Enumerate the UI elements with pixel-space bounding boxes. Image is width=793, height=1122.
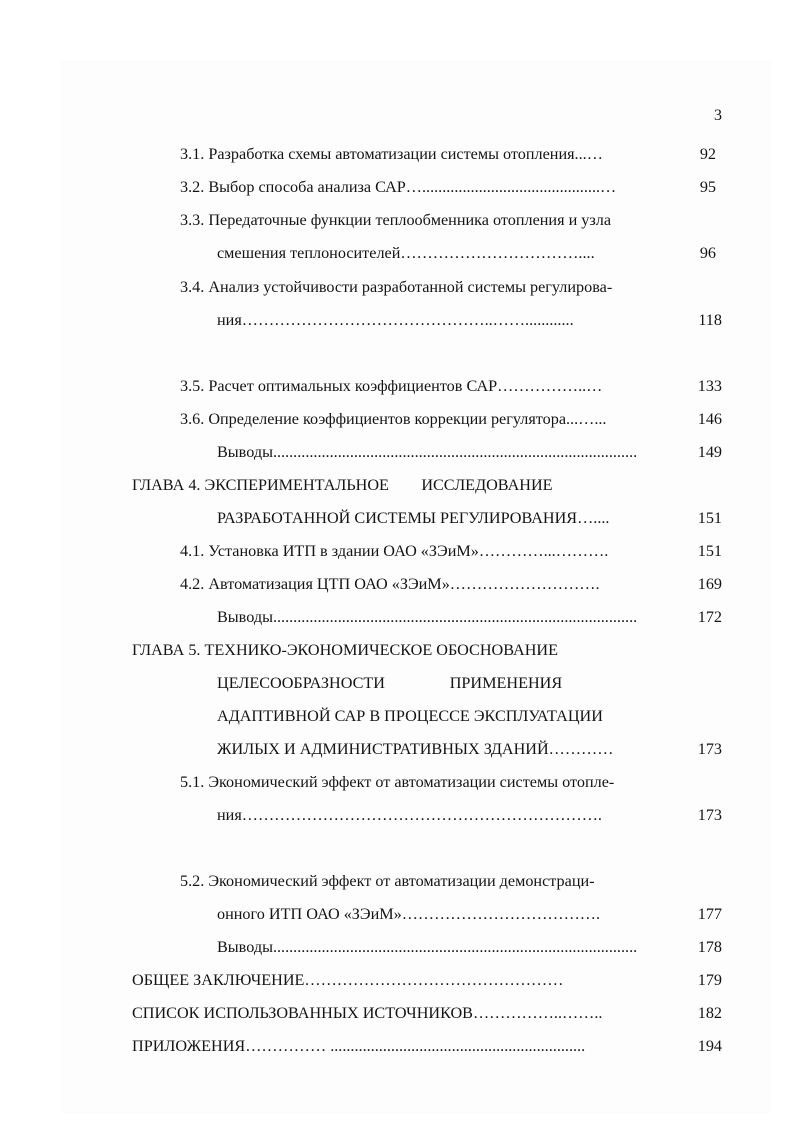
- toc-chapter-heading: ГЛАВА 4. ЭКСПЕРИМЕНТАЛЬНОЕ ИССЛЕДОВАНИЕ: [132, 476, 553, 494]
- toc-entry-page: 133: [697, 377, 722, 395]
- toc-entry-page: 151: [697, 542, 722, 560]
- toc-entry-text: 4.1. Установка ИТП в здании ОАО «ЗЭиМ»…………...……….: [180, 542, 609, 560]
- toc-chapter-heading: РАЗРАБОТАННОЙ СИСТЕМЫ РЕГУЛИРОВАНИЯ…....: [217, 509, 610, 527]
- toc-entry-text: Выводы..........................................................................................: [217, 608, 638, 626]
- toc-entry-page: 173: [697, 806, 722, 824]
- toc-entry-page: 151: [697, 509, 722, 527]
- toc-entry-page: 177: [697, 905, 722, 923]
- toc-entry-text: 3.2. Выбор способа анализа САР…............................................…: [180, 178, 617, 196]
- toc-entry-text: 3.5. Расчет оптимальных коэффициентов САР……………..…: [180, 377, 603, 395]
- toc-entry-page: 178: [697, 938, 722, 956]
- toc-entry-text: 4.2. Автоматизация ЦТП ОАО «ЗЭиМ»……………………….: [180, 575, 600, 593]
- toc-entry-text: Выводы..........................................................................................: [217, 938, 638, 956]
- toc-entry-text: 3.3. Передаточные функции теплообменника отопления и узла: [180, 211, 612, 229]
- toc-section-heading: СПИСОК ИСПОЛЬЗОВАННЫХ ИСТОЧНИКОВ……………..……..: [132, 1004, 603, 1022]
- toc-chapter-heading: АДАПТИВНОЙ САР В ПРОЦЕССЕ ЭКСПЛУАТАЦИИ: [217, 707, 603, 725]
- toc-chapter-heading: ЖИЛЫХ И АДМИНИСТРАТИВНЫХ ЗДАНИЙ…………: [217, 740, 614, 758]
- toc-entry-text: 3.6. Определение коэффициентов коррекции регулятора...…...: [180, 410, 607, 428]
- toc-entry-text: 3.4. Анализ устойчивости разработанной системы регулирова-: [180, 278, 613, 296]
- toc-entry-page: 95: [699, 178, 716, 196]
- toc-entry-page: 169: [697, 575, 722, 593]
- toc-entry-page: 149: [697, 443, 722, 461]
- toc-entry-page: 92: [699, 145, 716, 163]
- toc-entry-page: 172: [697, 608, 722, 626]
- toc-entry-text: Выводы..........................................................................................: [217, 443, 638, 461]
- toc-entry-page: 182: [697, 1004, 722, 1022]
- toc-entry-page: 179: [697, 971, 722, 989]
- toc-entry-page: 173: [697, 740, 722, 758]
- toc-section-heading: ПРИЛОЖЕНИЯ…………… ...............................................................: [132, 1037, 586, 1055]
- toc-chapter-heading: ЦЕЛЕСООБРАЗНОСТИ ПРИМЕНЕНИЯ: [217, 674, 563, 692]
- toc-entry-text: ния………………………………………..……............: [217, 311, 574, 329]
- page-number: 3: [714, 107, 722, 124]
- toc-entry-page: 194: [697, 1037, 722, 1055]
- toc-entry-page: 96: [699, 244, 716, 262]
- toc-entry-text: 3.1. Разработка схемы автоматизации системы отопления...…: [180, 145, 603, 163]
- toc-section-heading: ОБЩЕЕ ЗАКЛЮЧЕНИЕ…………………………………………: [132, 971, 564, 989]
- toc-chapter-heading: ГЛАВА 5. ТЕХНИКО-ЭКОНОМИЧЕСКОЕ ОБОСНОВАНИЕ: [132, 641, 558, 659]
- toc-entry-page: 118: [698, 311, 722, 329]
- toc-entry-text: ния………………………………………………………….: [217, 806, 602, 824]
- toc-entry-text: онного ИТП ОАО «ЗЭиМ»……………………………….: [217, 905, 601, 923]
- toc-entry-text: смешения теплоносителей……………………………....: [217, 244, 595, 262]
- toc-entry-text: 5.1. Экономический эффект от автоматизации системы отопле-: [180, 773, 615, 791]
- toc-entry-text: 5.2. Экономический эффект от автоматизации демонстраци-: [180, 872, 595, 890]
- toc-entry-page: 146: [697, 410, 722, 428]
